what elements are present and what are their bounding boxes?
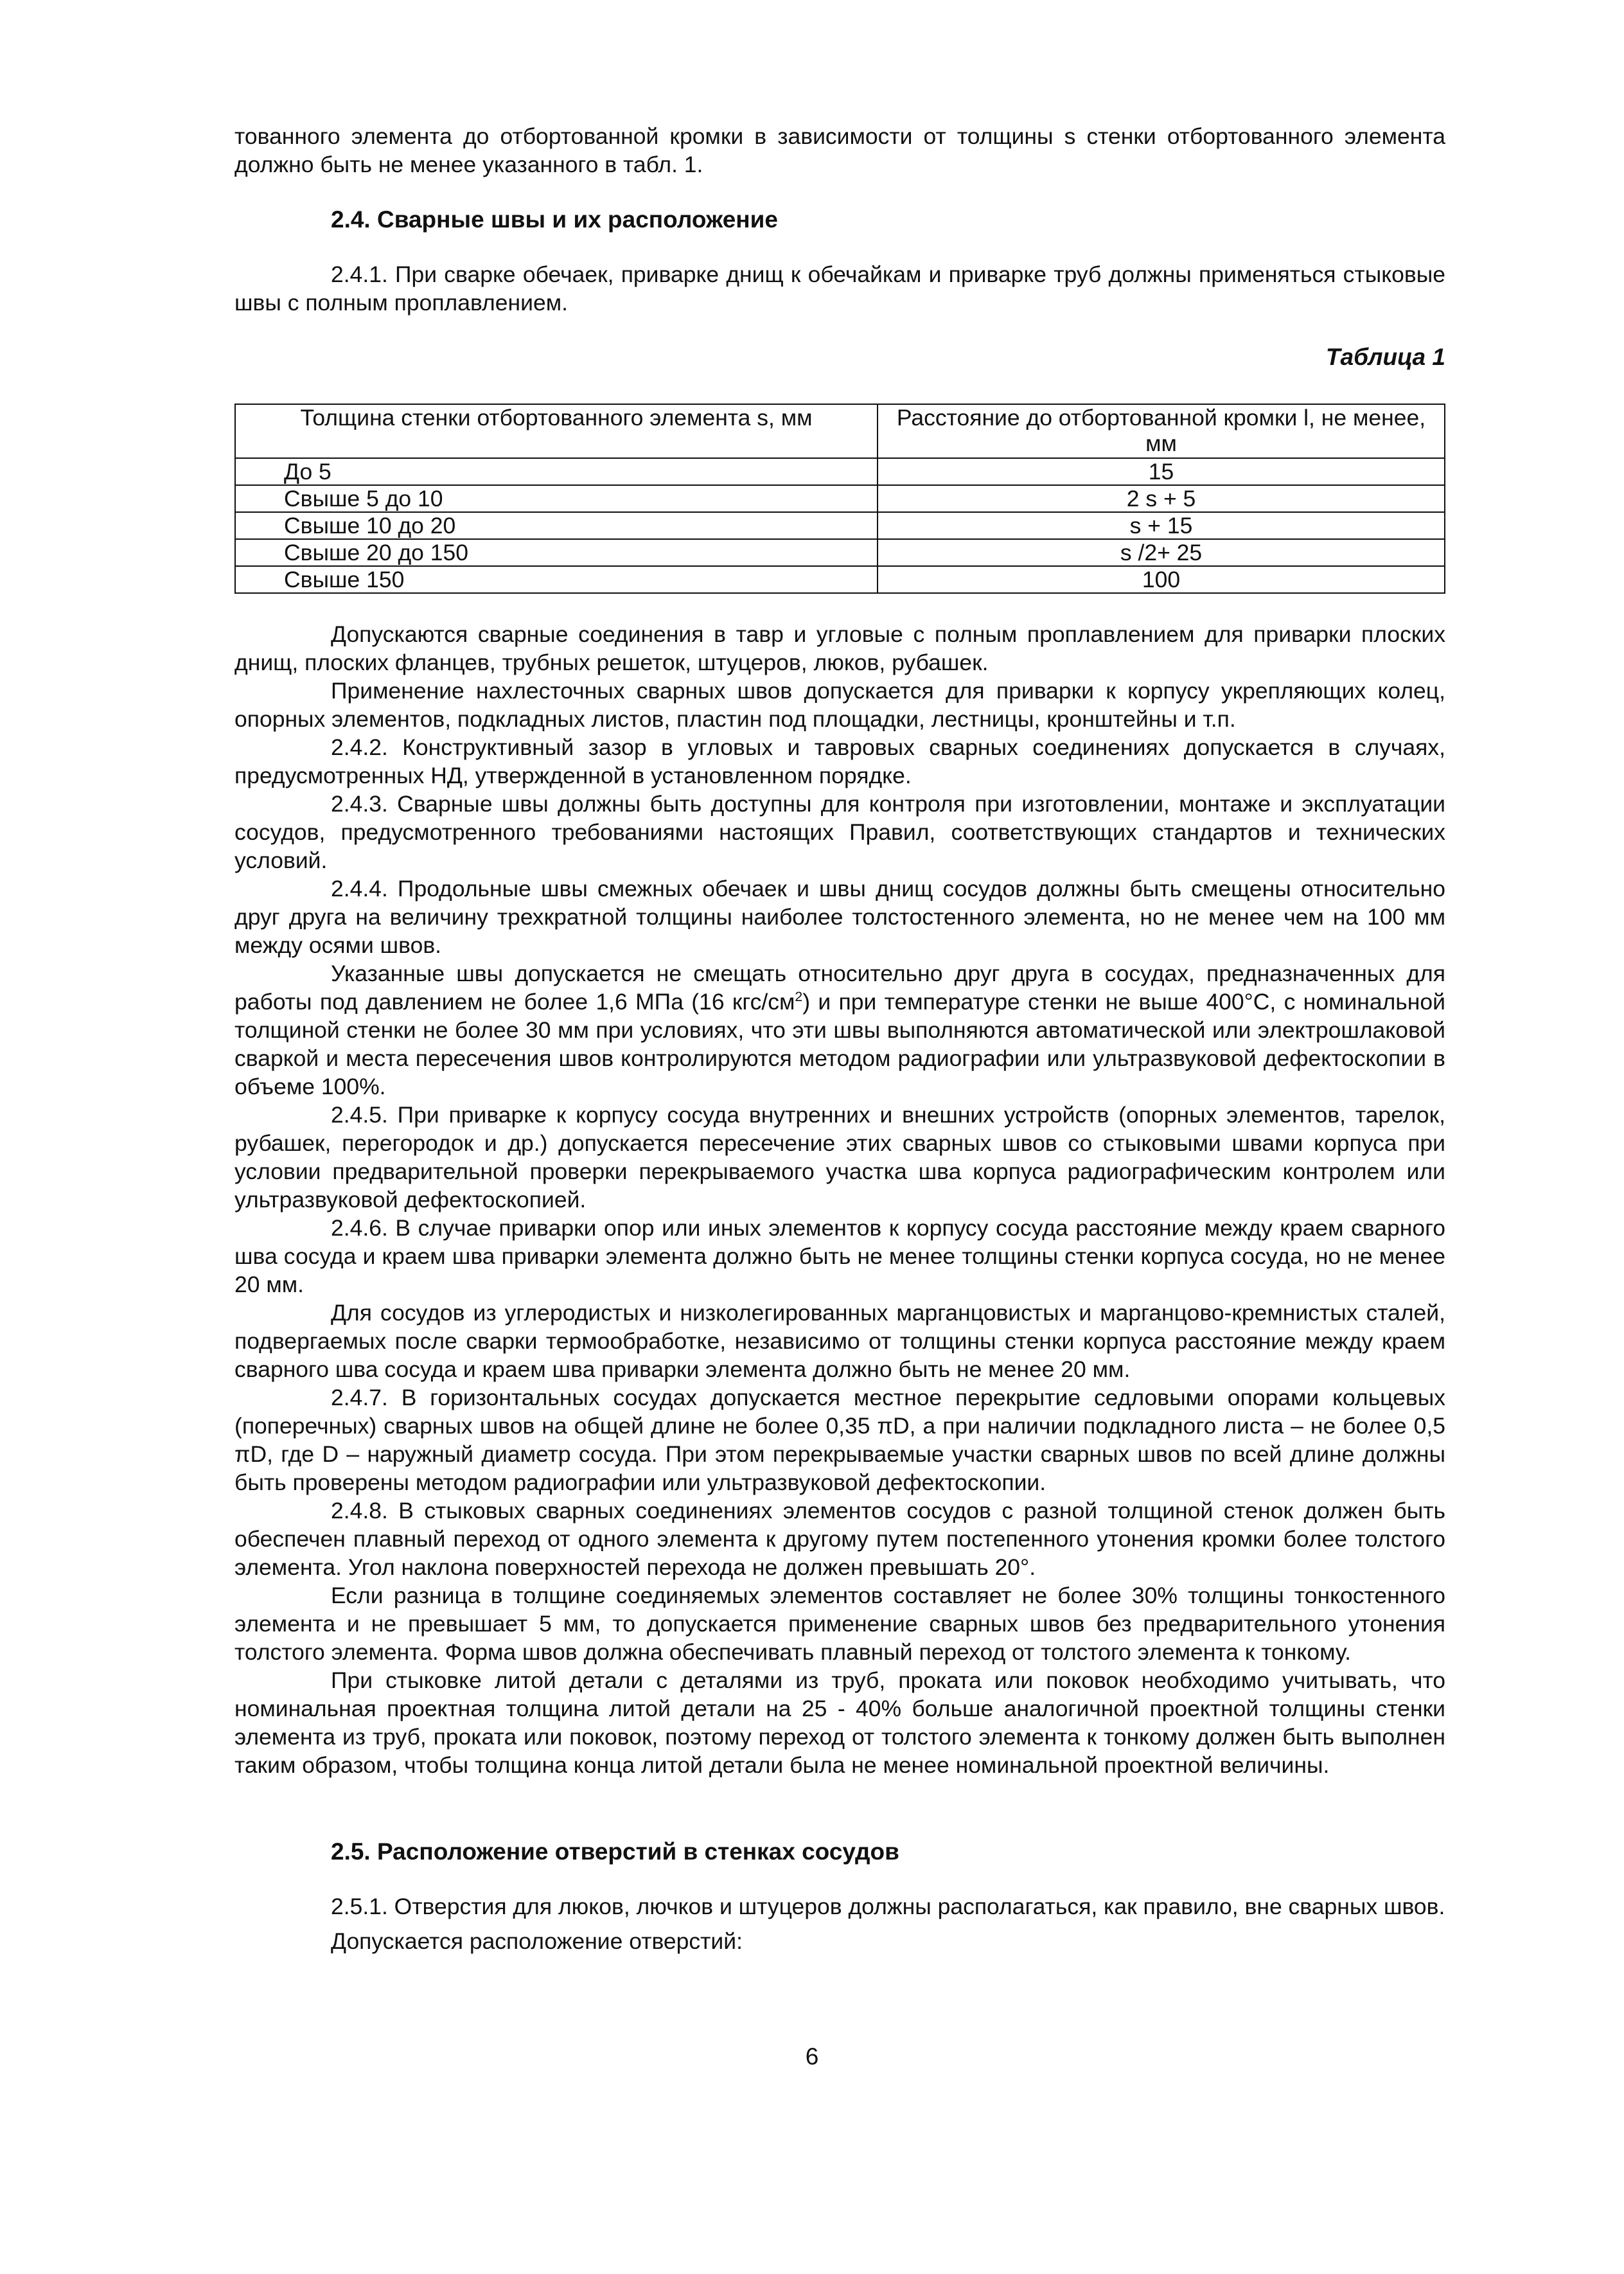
paragraph-lap-joints: Применение нахлесточных сварных швов допускается для приварки к корпусу укрепляющих колец, опорных элементов, подкладных листов, пластин под площадки, лестницы, кронштейны и т.п.: [234, 678, 1445, 732]
page-number: 6: [805, 2043, 819, 2070]
paragraph-2-5-1-block: [234, 1892, 1445, 1955]
paragraph-seam-offset-text-b: ) и при температуре стенки не выше 400°С, с номинальной толщиной стенки не более 30 мм при условиях, что эти швы выполняются автоматической или электрошлаковой сваркой и места пересечения швов контролируются методом радиографии или ультразвуковой дефектоскопии в объеме 100%.: [234, 989, 1445, 1099]
paragraph-2-4-4: 2.4.4. Продольные швы смежных обечаек и швы днищ сосудов должны быть смещены относительно друг друга на величину трехкратной толщины наиболее толстостенного элемента, но не менее чем на 100 мм между осями швов.: [234, 876, 1445, 958]
paragraph-tee-joints: Допускаются сварные соединения в тавр и угловые с полным проплавлением для приварки плоских днищ, плоских фланцев, трубных решеток, штуцеров, люков, рубашек.: [234, 621, 1445, 675]
table-cell-distance: s + 15: [878, 512, 1445, 539]
paragraph-cast-parts: При стыковке литой детали с деталями из труб, проката или поковок необходимо учитывать, что номинальная проектная толщина литой детали на 25 - 40% больше аналогичной проектной толщины стенки элемента из труб, проката или поковок, поэтому переход от толстого элемента к тонкому должен быть выполнен таким образом, чтобы толщина конца литой детали была не менее номинальной проектной величины.: [234, 1667, 1445, 1778]
table-cell-thickness: Свыше 20 до 150: [235, 539, 878, 566]
intro-paragraph: тованного элемента до отбортованной кромки в зависимости от толщины s стенки отбортованного элемента должно быть не менее указанного в табл. 1.: [234, 123, 1445, 177]
paragraph-seam-offset-text-a: Указанные швы допускается не смещать относительно друг друга в сосудах, предназначенных для работы под давлением не более 1,6 МПа (16 кгс/см: [234, 961, 1445, 1015]
table-row: [235, 512, 1445, 539]
paragraph-2-4-2: 2.4.2. Конструктивный зазор в угловых и тавровых сварных соединениях допускается в случаях, предусмотренных НД, утвержденной в установленном порядке.: [234, 734, 1445, 788]
table-cell-distance: 15: [878, 458, 1445, 485]
section-heading-2-5: 2.5. Расположение отверстий в стенках сосудов: [331, 1838, 899, 1865]
section-heading-2-4: 2.4. Сварные швы и их расположение: [331, 206, 778, 233]
table-cell-thickness: Свыше 5 до 10: [235, 485, 878, 512]
paragraph-carbon-steels: Для сосудов из углеродистых и низколегированных марганцовистых и марганцово-кремнистых сталей, подвергаемых после сварки термообработке, независимо от толщины стенки корпуса расстояние между краем сварного шва сосуда и краем шва приварки элемента должно быть не менее 20 мм.: [234, 1300, 1445, 1382]
paragraph-2-4-3: 2.4.3. Сварные швы должны быть доступны для контроля при изготовлении, монтаже и эксплуатации сосудов, предусмотренного требованиями настоящих Правил, соответствующих стандартов и технических условий.: [234, 791, 1445, 873]
table-row: [235, 539, 1445, 566]
table-cell-thickness: До 5: [235, 458, 878, 485]
superscript-2: 2: [795, 989, 803, 1005]
table-header-thickness: Толщина стенки отбортованного элемента s, мм: [235, 404, 878, 458]
table-caption: Таблица 1: [1325, 344, 1445, 370]
table-cell-distance: s /2+ 25: [878, 539, 1445, 566]
body-text-block: [234, 620, 1445, 1779]
paragraph-2-4-8: 2.4.8. В стыковых сварных соединениях элементов сосудов с разной толщиной стенок должен быть обеспечен плавный переход от одного элемента к другому путем постепенного утонения кромки более толстого элемента. Угол наклона поверхностей перехода не должен превышать 20°.: [234, 1498, 1445, 1580]
paragraph-2-4-1: 2.4.1. При сварке обечаек, приварке днищ к обечайкам и приварке труб должны применяться стыковые швы с полным проплавлением.: [234, 262, 1445, 315]
paragraph-thickness-difference: Если разница в толщине соединяемых элементов составляет не более 30% толщины тонкостенного элемента и не превышает 5 мм, то допускается применение сварных швов без предварительного утонения толстого элемента. Форма швов должна обеспечивать плавный переход от толстого элемента к тонкому.: [234, 1583, 1445, 1665]
table-header-distance: Расстояние до отбортованной кромки l, не менее, мм: [878, 404, 1445, 458]
table-row: [235, 458, 1445, 485]
table-cell-thickness: Свыше 150: [235, 566, 878, 593]
table-cell-distance: 2 s + 5: [878, 485, 1445, 512]
intro-paragraph-block: [234, 122, 1445, 179]
table-row: [235, 566, 1445, 593]
table-row: [235, 485, 1445, 512]
paragraph-2-4-6: 2.4.6. В случае приварки опор или иных элементов к корпусу сосуда расстояние между краем сварного шва сосуда и краем шва приварки элемента должно быть не менее толщины стенки корпуса сосуда, но не менее 20 мм.: [234, 1215, 1445, 1297]
paragraph-2-4-5: 2.4.5. При приварке к корпусу сосуда внутренних и внешних устройств (опорных элементов, тарелок, рубашек, перегородок и др.) допускается пересечение этих сварных швов со стыковыми швами корпуса при условии предварительной проверки перекрываемого участка шва корпуса радиографическим контролем или ультразвуковой дефектоскопией.: [234, 1102, 1445, 1213]
paragraph-holes-allowed: Допускается расположение отверстий:: [331, 1928, 743, 1954]
paragraph-seam-offset-exception: [234, 959, 1445, 1101]
table-cell-distance: 100: [878, 566, 1445, 593]
table-1: [234, 404, 1445, 594]
table-header-row: [235, 404, 1445, 458]
paragraph-2-5-1: 2.5.1. Отверстия для люков, лючков и штуцеров должны располагаться, как правило, вне сварных швов.: [331, 1894, 1445, 1919]
paragraph-2-4-7: 2.4.7. В горизонтальных сосудах допускается местное перекрытие седловыми опорами кольцевых (поперечных) сварных швов на общей длине не более 0,35 πD, а при наличии подкладного листа – не более 0,5 πD, где D – наружный диаметр сосуда. При этом перекрываемые участки сварных швов по всей длине должны быть проверены методом радиографии или ультразвуковой дефектоскопии.: [234, 1385, 1445, 1495]
table-cell-thickness: Свыше 10 до 20: [235, 512, 878, 539]
paragraph-2-4-1-block: [234, 260, 1445, 317]
